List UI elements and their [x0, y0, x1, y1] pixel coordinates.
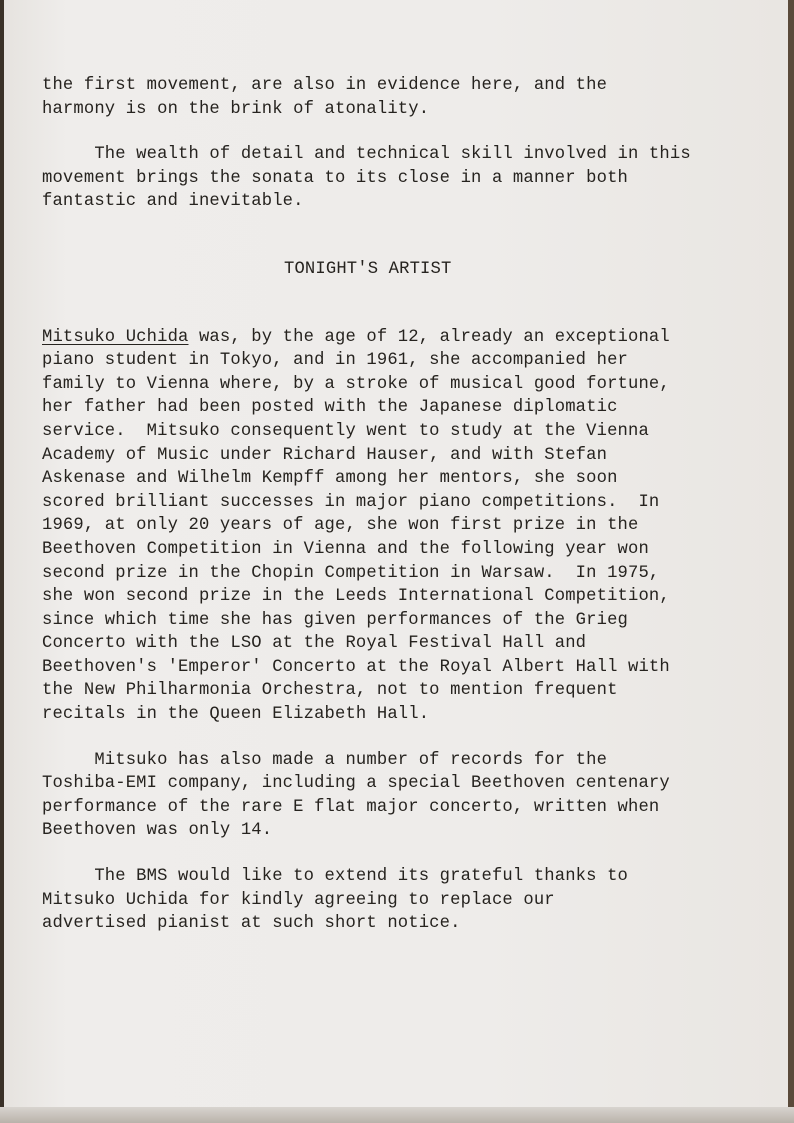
text-line: movement brings the sonata to its close in a manner both: [42, 168, 628, 188]
page-bottom-edge: [0, 1107, 794, 1123]
text-line: The BMS would like to extend its grateful thanks to: [42, 867, 628, 887]
text-line: since which time she has given performances of the Grieg: [42, 610, 628, 630]
text-line: advertised pianist at such short notice.: [42, 914, 461, 934]
text-line: piano student in Tokyo, and in 1961, she accompanied her: [42, 351, 628, 371]
text-line: Askenase and Wilhelm Kempff among her mentors, she soon: [42, 469, 618, 489]
text-line: scored brilliant successes in major piano competitions. In: [42, 492, 660, 512]
text-line: fantastic and inevitable.: [42, 192, 304, 212]
text-line: The wealth of detail and technical skill involved in this: [42, 145, 691, 165]
text-line: performance of the rare E flat major concerto, written when: [42, 797, 660, 817]
text-line: 1969, at only 20 years of age, she won first prize in the: [42, 516, 639, 536]
artist-name: Mitsuko Uchida: [42, 327, 189, 347]
text-line: Mitsuko Uchida for kindly agreeing to replace our: [42, 890, 555, 910]
intro-paragraph-2: [42, 143, 762, 214]
text-line: Beethoven was only 14.: [42, 821, 273, 841]
text-line: Mitsuko has also made a number of records for the: [42, 750, 608, 770]
text-line: Beethoven Competition in Vienna and the following year won: [42, 539, 649, 559]
records-paragraph: [42, 749, 762, 843]
text-line: the New Philharmonia Orchestra, not to mention frequent: [42, 681, 618, 701]
intro-paragraph-1: [42, 74, 762, 121]
bio-first-line-rest: was, by the age of 12, already an exceptional: [188, 327, 670, 347]
text-line: the first movement, are also in evidence here, and the: [42, 76, 608, 95]
text-line: Academy of Music under Richard Hauser, and with Stefan: [42, 445, 608, 465]
text-line: harmony is on the brink of atonality.: [42, 99, 430, 119]
page-edge-shadow: [788, 0, 794, 1123]
text-line: her father had been posted with the Japanese diplomatic: [42, 398, 618, 418]
text-line: recitals in the Queen Elizabeth Hall.: [42, 705, 430, 725]
page-text: [42, 74, 762, 936]
text-line: second prize in the Chopin Competition in Warsaw. In 1975,: [42, 563, 660, 583]
text-line: Concerto with the LSO at the Royal Festival Hall and: [42, 634, 587, 654]
text-line: Beethoven's 'Emperor' Concerto at the Royal Albert Hall with: [42, 657, 670, 677]
text-line: she won second prize in the Leeds International Competition,: [42, 587, 670, 607]
text-line: [42, 326, 762, 350]
text-line: Toshiba-EMI company, including a special Beethoven centenary: [42, 774, 670, 794]
section-heading: TONIGHT'S ARTIST: [284, 259, 452, 279]
thanks-paragraph: [42, 865, 762, 936]
text-line: service. Mitsuko consequently went to study at the Vienna: [42, 421, 649, 441]
document-page: [4, 0, 788, 1123]
text-line: family to Vienna where, by a stroke of musical good fortune,: [42, 374, 670, 394]
artist-bio-paragraph: [42, 326, 762, 727]
